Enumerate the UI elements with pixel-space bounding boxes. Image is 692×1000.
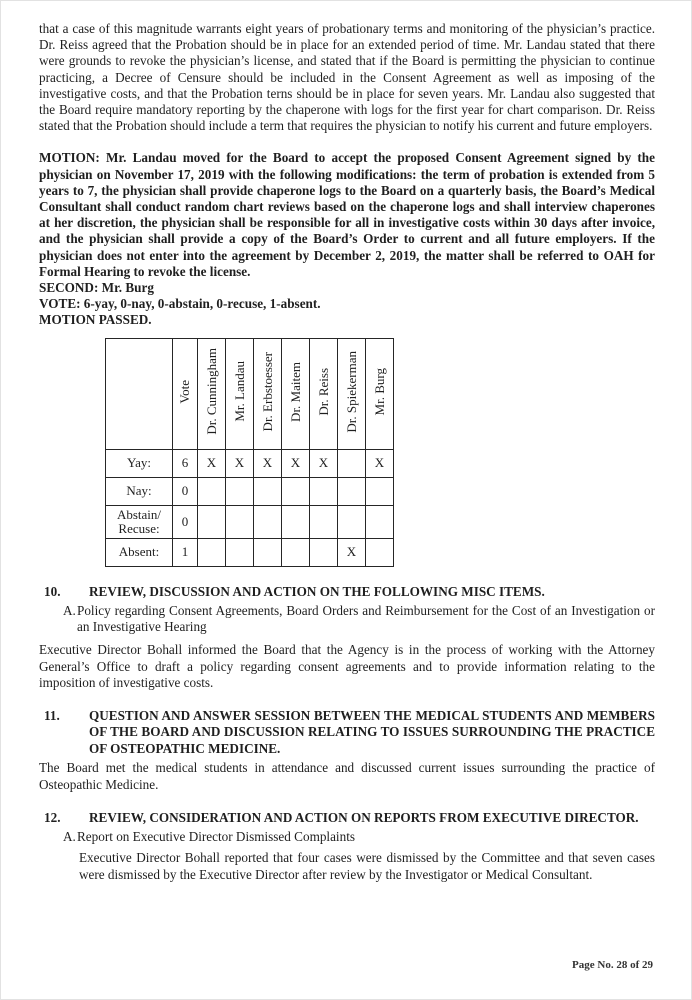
row-label-line1: Abstain/ [116, 506, 162, 522]
vote-count: 0 [173, 505, 198, 538]
vote-mark [226, 477, 254, 505]
vote-count: 6 [173, 449, 198, 477]
vote-mark [366, 538, 394, 566]
column-header-label: Dr. Maitem [287, 361, 303, 422]
item-10-heading-row [39, 584, 655, 600]
column-header-label: Mr. Landau [231, 361, 247, 422]
vote-mark [282, 538, 310, 566]
item-12-sub-body: Executive Director Bohall reported that four cases were dismissed by the Committee and that seven cases were dismissed by the Executive Director after review by the Investigator or Medical Consultant. [79, 850, 655, 882]
vote-mark [254, 538, 282, 566]
vote-mark [226, 538, 254, 566]
item-number: 12. [44, 809, 61, 825]
vote-mark [198, 505, 226, 538]
intro-paragraph: that a case of this magnitude warrants eight years of probationary terms and monitoring of the physician’s practice. Dr. Reiss agreed that the Probation should be in place for an extended period of time. Mr. Landau stated that there were grounds to revoke the physician’s license, and stated that if the Board is permitting the physician to continue practicing, a Decree of Censure should be included in the Consent Agreement as well as imposing of the investigative costs, and that the Probation terns should be in place for seven years. Mr. Landau also suggested that the Board require mandatory reporting by the chaperone with logs for the first year for chart comparison. Dr. Reiss stated that the Probation should include a term that requires the physician to notify his current and future employers. [39, 21, 655, 134]
sub-item-letter: A. [63, 603, 76, 619]
sub-item-letter: A. [63, 829, 76, 845]
column-header-label: Dr. Reiss [315, 367, 331, 416]
vote-mark: X [282, 449, 310, 477]
item-11-heading: QUESTION AND ANSWER SESSION BETWEEN THE MEDICAL STUDENTS AND MEMBERS OF THE BOARD AND DISCUSSION RELATING TO ISSUES SURROUNDING THE PRACTICE OF OSTEOPATHIC MEDICINE. [89, 708, 655, 756]
column-header-vote [173, 338, 198, 449]
column-header-label: Dr. Erbstoesser [259, 351, 275, 432]
column-header-label: Mr. Burg [371, 367, 387, 416]
vote-mark: X [338, 538, 366, 566]
row-label: Absent: [106, 538, 173, 566]
vote-table-corner-cell [106, 338, 173, 449]
vote-mark [310, 505, 338, 538]
vote-row-abstain-recuse [106, 505, 394, 538]
item-10-sub-item-a [63, 603, 655, 635]
row-label-line2: Recuse: [118, 520, 160, 536]
vote-row-absent [106, 538, 394, 566]
vote-mark [338, 505, 366, 538]
column-header-maitem [282, 338, 310, 449]
motion-block [39, 150, 655, 328]
item-number: 11. [44, 708, 60, 724]
vote-table-header-row [106, 338, 394, 449]
item-number: 10. [44, 583, 61, 599]
vote-count: 0 [173, 477, 198, 505]
vote-mark [254, 477, 282, 505]
item-12-heading-row [39, 810, 655, 826]
vote-mark [282, 505, 310, 538]
row-label [106, 505, 173, 538]
column-header-cunningham [198, 338, 226, 449]
vote-mark [310, 477, 338, 505]
column-header-landau [226, 338, 254, 449]
item-11-body: The Board met the medical students in attendance and discussed current issues surrounding the practice of Osteopathic Medicine. [39, 760, 655, 792]
item-11-heading-row [39, 708, 655, 757]
column-header-burg [366, 338, 394, 449]
column-header-erbstoesser [254, 338, 282, 449]
vote-mark: X [254, 449, 282, 477]
column-header-spiekerman [338, 338, 366, 449]
vote-mark: X [366, 449, 394, 477]
item-10-body: Executive Director Bohall informed the Board that the Agency is in the process of working with the Attorney General’s Office to draft a policy regarding consent agreements and to provide information relating to the imposition of investigative costs. [39, 642, 655, 690]
vote-line: VOTE: 6-yay, 0-nay, 0-abstain, 0-recuse, 1-absent. [39, 296, 321, 312]
vote-mark: X [226, 449, 254, 477]
vote-mark [338, 477, 366, 505]
motion-paragraph: MOTION: Mr. Landau moved for the Board to accept the proposed Consent Agreement signed by the physician on November 17, 2019 with the following modifications: the term of probation is extended from 5 years to 7, the physician shall provide chaperone logs to the Board on a quarterly basis, the Board’s Medical Consultant shall conduct random chart reviews based on the chaperone logs and shall interview chaperones at her discretion, the physician shall be responsible for all in investigative costs within 30 days after invoice, and the physician shall provide a copy of the Board’s Order to current and all future employers. If the physician does not enter into the agreement by December 2, 2019, the matter shall be referred to OAH for Formal Hearing to revoke the license. [39, 150, 655, 279]
vote-row-yay [106, 449, 394, 477]
column-header-label: Dr. Spiekerman [343, 350, 359, 433]
footer-page-number: Page No. 28 of 29 [572, 959, 653, 971]
vote-mark [310, 538, 338, 566]
vote-mark: X [198, 449, 226, 477]
sub-item-text: Report on Executive Director Dismissed Complaints [77, 829, 355, 845]
column-header-reiss [310, 338, 338, 449]
vote-mark [226, 505, 254, 538]
sub-item-text: Policy regarding Consent Agreements, Board Orders and Reimbursement for the Cost of an Investigation or an Investigative Hearing [77, 603, 655, 635]
motion-passed-line: MOTION PASSED. [39, 312, 152, 328]
column-header-label: Vote [177, 379, 192, 404]
item-10-heading: REVIEW, DISCUSSION AND ACTION ON THE FOLLOWING MISC ITEMS. [89, 583, 545, 599]
row-label: Nay: [106, 477, 173, 505]
vote-mark [338, 449, 366, 477]
row-label: Yay: [106, 449, 173, 477]
item-12-sub-item-a [63, 829, 655, 845]
vote-row-nay [106, 477, 394, 505]
column-header-label: Dr. Cunningham [203, 348, 219, 435]
vote-mark [366, 477, 394, 505]
item-12-heading: REVIEW, CONSIDERATION AND ACTION ON REPORTS FROM EXECUTIVE DIRECTOR. [89, 809, 639, 825]
vote-mark: X [310, 449, 338, 477]
vote-count: 1 [173, 538, 198, 566]
vote-mark [198, 477, 226, 505]
second-line: SECOND: Mr. Burg [39, 280, 154, 296]
vote-mark [366, 505, 394, 538]
vote-mark [254, 505, 282, 538]
vote-mark [198, 538, 226, 566]
vote-table [105, 338, 394, 567]
vote-mark [282, 477, 310, 505]
